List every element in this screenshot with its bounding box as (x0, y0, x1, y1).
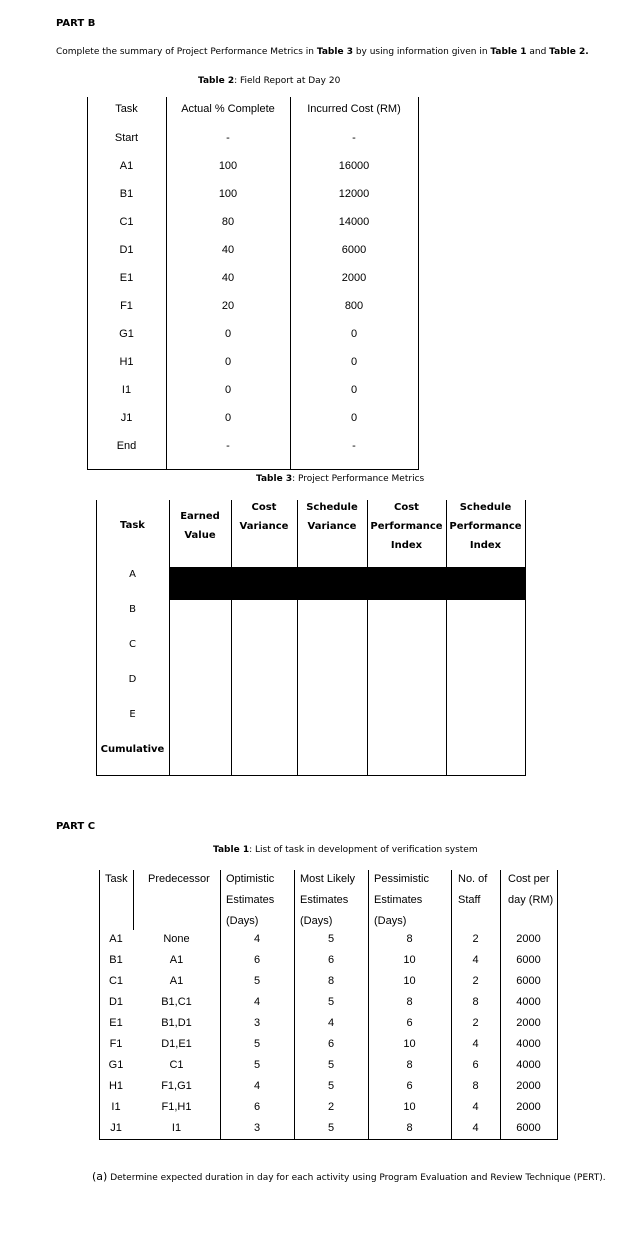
t1-optimistic-cell: 4 (253, 996, 261, 1008)
t3-header-schedule-variance: Schedule Variance (306, 502, 358, 532)
t3-header-cost-variance: Cost Variance (239, 502, 289, 532)
t1-most-likely-cell: 5 (327, 1122, 335, 1134)
t1-pessimistic-cell: 10 (403, 954, 416, 966)
t1-optimistic-cell: 4 (253, 1080, 261, 1092)
t1-cost-cell: 6000 (516, 954, 541, 966)
t2-task-cell: D1 (119, 244, 134, 256)
t1-most-likely-cell: 2 (327, 1101, 335, 1113)
t2-header-cost: Incurred Cost (RM) (307, 103, 401, 115)
question-a: (a) Determine expected duration in day for each activity using Program Evaluation and Review Technique (PERT). (92, 1170, 606, 1183)
t3-task-label: Cumulative (100, 744, 165, 755)
t1-optimistic-cell: 3 (253, 1122, 261, 1134)
t1-pessimistic-cell: 8 (406, 933, 413, 945)
t2-complete-cell: 40 (221, 244, 235, 256)
t1-staff-cell: 4 (472, 954, 479, 966)
t3-header-task: Task (120, 520, 145, 531)
t1-cost-cell: 2000 (516, 933, 541, 945)
t1-header-predecessor: Predecessor (148, 873, 210, 885)
t1-pessimistic-cell: 6 (406, 1080, 413, 1092)
t1-staff-cell: 6 (472, 1059, 479, 1071)
table-3-performance-metrics (96, 500, 526, 776)
t2-task-cell: I1 (121, 384, 132, 396)
t2-cost-cell: 16000 (338, 160, 370, 172)
t1-predecessor-cell: F1,G1 (161, 1080, 192, 1092)
t1-optimistic-cell: 3 (253, 1017, 261, 1029)
t2-task-cell: B1 (119, 188, 134, 200)
t2-complete-cell: 100 (218, 160, 238, 172)
t1-predecessor-cell: B1,D1 (161, 1017, 192, 1029)
t3-header-spi: Schedule Performance Index (449, 502, 522, 551)
t1-staff-cell: 4 (472, 1101, 479, 1113)
t2-task-cell: A1 (119, 160, 134, 172)
t1-pessimistic-cell: 8 (406, 1059, 413, 1071)
t1-predecessor-cell: C1 (169, 1059, 184, 1071)
t1-optimistic-cell: 5 (253, 1038, 261, 1050)
t2-complete-cell: 80 (221, 216, 235, 228)
t1-header-optimistic: Optimistic Estimates (Days) (226, 873, 275, 927)
t1-cost-cell: 4000 (516, 1038, 541, 1050)
t1-cost-cell: 2000 (516, 1101, 541, 1113)
t1-cost-cell: 6000 (516, 1122, 541, 1134)
table-2-field-report (87, 97, 419, 470)
t1-pessimistic-cell: 8 (406, 1122, 413, 1134)
t2-complete-cell: 0 (224, 328, 232, 340)
t1-cost-cell: 2000 (516, 1017, 541, 1029)
t2-cost-cell: 0 (350, 356, 358, 368)
t1-staff-cell: 8 (472, 996, 479, 1008)
t2-cost-cell: 0 (350, 384, 358, 396)
t1-staff-cell: 2 (472, 933, 479, 945)
t3-task-label: B (129, 604, 136, 615)
t1-optimistic-cell: 5 (253, 975, 261, 987)
t1-header-most-likely: Most Likely Estimates (Days) (300, 873, 356, 927)
t2-complete-cell: 40 (221, 272, 235, 284)
t2-task-cell: E1 (119, 272, 134, 284)
t3-task-label: C (129, 639, 136, 650)
t1-most-likely-cell: 5 (327, 996, 335, 1008)
t1-most-likely-cell: 6 (327, 954, 335, 966)
table-1-task-list (99, 870, 558, 1140)
t3-header-cpi: Cost Performance Index (370, 502, 443, 551)
t2-cost-cell: 6000 (341, 244, 367, 256)
t1-predecessor-cell: B1,C1 (161, 996, 192, 1008)
part-c-heading: PART C (56, 821, 96, 832)
t2-cost-cell: - (352, 440, 356, 452)
t1-most-likely-cell: 8 (327, 975, 335, 987)
t2-task-cell: G1 (119, 328, 134, 340)
table3-caption: Table 3: Project Performance Metrics (256, 474, 425, 484)
t2-task-cell: C1 (119, 216, 134, 228)
t2-task-cell: J1 (120, 412, 133, 424)
t1-staff-cell: 8 (472, 1080, 479, 1092)
t1-predecessor-cell: F1,H1 (161, 1101, 192, 1113)
t2-cost-cell: 14000 (338, 216, 370, 228)
t2-cost-cell: 800 (344, 300, 364, 312)
t3-header-earned-value: Earned Value (180, 511, 220, 541)
t1-task-cell: I1 (111, 1101, 121, 1113)
t2-complete-cell: 100 (218, 188, 238, 200)
t1-most-likely-cell: 5 (327, 1059, 335, 1071)
t1-staff-cell: 2 (472, 975, 479, 987)
t1-optimistic-cell: 6 (253, 1101, 261, 1113)
t1-pessimistic-cell: 6 (406, 1017, 413, 1029)
t1-pessimistic-cell: 8 (406, 996, 413, 1008)
t1-header-pessimistic: Pessimistic Estimates (Days) (374, 873, 430, 927)
t1-task-cell: J1 (110, 1122, 122, 1134)
t1-cost-cell: 4000 (516, 996, 541, 1008)
t1-task-cell: C1 (108, 975, 124, 987)
t1-task-cell: H1 (108, 1080, 124, 1092)
t3-task-label: D (128, 674, 137, 685)
t2-complete-cell: 0 (224, 356, 232, 368)
t2-complete-cell: 20 (221, 300, 235, 312)
t1-optimistic-cell: 4 (253, 933, 261, 945)
t2-task-cell: H1 (119, 356, 134, 368)
t1-predecessor-cell: D1,E1 (161, 1038, 192, 1050)
t1-header-task: Task (105, 873, 128, 885)
t1-task-cell: F1 (109, 1038, 123, 1050)
t1-cost-cell: 4000 (516, 1059, 541, 1071)
t1-staff-cell: 2 (472, 1017, 479, 1029)
t2-task-cell: Start (114, 132, 139, 144)
t2-cost-cell: 0 (350, 412, 358, 424)
redacted-row-a (169, 567, 526, 600)
t1-predecessor-cell: I1 (171, 1122, 182, 1134)
part-b-heading: PART B (56, 18, 96, 29)
t1-cost-cell: 6000 (516, 975, 541, 987)
t1-most-likely-cell: 5 (327, 933, 335, 945)
t1-task-cell: E1 (109, 1017, 123, 1029)
t2-complete-cell: 0 (224, 384, 232, 396)
t1-most-likely-cell: 5 (327, 1080, 335, 1092)
t1-most-likely-cell: 6 (327, 1038, 335, 1050)
t1-optimistic-cell: 5 (253, 1059, 261, 1071)
t2-header-complete: Actual % Complete (181, 103, 275, 115)
t1-pessimistic-cell: 10 (403, 975, 416, 987)
t1-staff-cell: 4 (472, 1122, 479, 1134)
t1-pessimistic-cell: 10 (403, 1038, 416, 1050)
t2-cost-cell: 0 (350, 328, 358, 340)
t1-header-cost-per-day: Cost per day (RM) (508, 873, 554, 906)
t1-most-likely-cell: 4 (327, 1017, 335, 1029)
t2-task-cell: F1 (120, 300, 133, 312)
t2-complete-cell: 0 (224, 412, 232, 424)
part-b-instruction: Complete the summary of Project Performance Metrics in Table 3 by using information given in Table 1 and Table 2. (56, 47, 589, 57)
t1-optimistic-cell: 6 (253, 954, 261, 966)
t1-header-staff: No. of Staff (458, 873, 488, 906)
t2-cost-cell: - (352, 132, 356, 144)
table1-caption: Table 1: List of task in development of verification system (213, 845, 478, 855)
t2-cost-cell: 2000 (341, 272, 367, 284)
t1-predecessor-cell: None (163, 933, 190, 945)
t1-cost-cell: 2000 (516, 1080, 541, 1092)
t2-complete-cell: - (226, 440, 230, 452)
t1-staff-cell: 4 (472, 1038, 479, 1050)
t1-task-cell: B1 (109, 954, 123, 966)
t2-complete-cell: - (226, 132, 230, 144)
t2-cost-cell: 12000 (338, 188, 370, 200)
t1-predecessor-cell: A1 (169, 975, 184, 987)
t1-pessimistic-cell: 10 (403, 1101, 416, 1113)
table2-caption: Table 2: Field Report at Day 20 (198, 76, 341, 86)
t3-task-label: E (129, 709, 136, 720)
t1-predecessor-cell: A1 (169, 954, 184, 966)
t2-header-task: Task (115, 103, 138, 115)
t3-task-label: A (129, 569, 136, 580)
t1-task-cell: A1 (109, 933, 123, 945)
t1-task-cell: D1 (108, 996, 124, 1008)
t2-task-cell: End (116, 440, 137, 452)
t1-task-cell: G1 (108, 1059, 124, 1071)
